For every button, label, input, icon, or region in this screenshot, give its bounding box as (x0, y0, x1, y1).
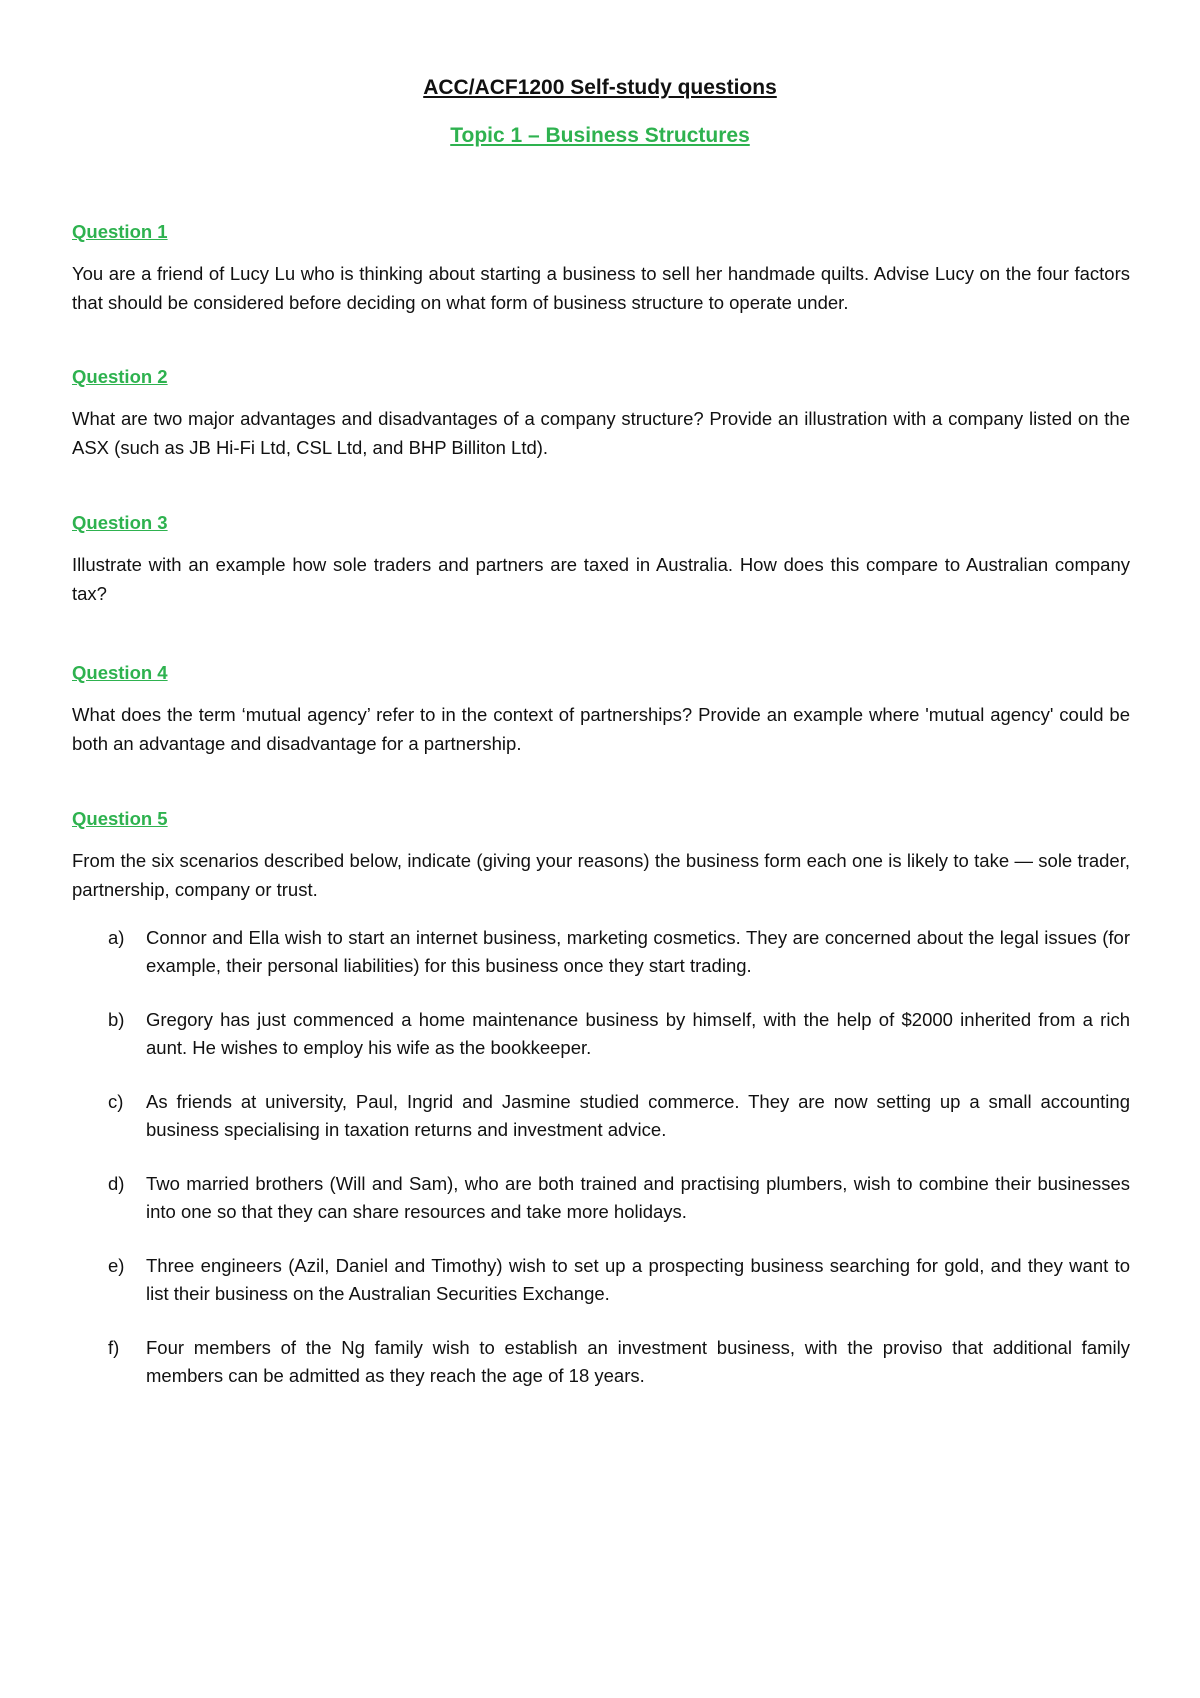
question-heading: Question 4 (72, 662, 168, 683)
question-2 (72, 365, 1130, 462)
question-text: You are a friend of Lucy Lu who is thinking about starting a business to sell her handmade quilts. Advise Lucy on the four factors that should be considered before deciding on what form of business structure to operate under. (72, 263, 1130, 313)
question-heading: Question 3 (72, 512, 168, 533)
question-text: Illustrate with an example how sole traders and partners are taxed in Australia. How does this compare to Australian company tax? (72, 554, 1130, 604)
question-text: What does the term ‘mutual agency’ refer to in the context of partnerships? Provide an example where 'mutual agency' could be both an advantage and disadvantage for a partnership. (72, 704, 1130, 754)
scenario-item (72, 1170, 1130, 1226)
scenario-text: Two married brothers (Will and Sam), who are both trained and practising plumbers, wish to combine their businesses into one so that they can share resources and take more holidays. (146, 1173, 1130, 1222)
question-heading: Question 1 (72, 221, 168, 242)
scenario-letter: a) (108, 927, 125, 948)
question-4 (72, 661, 1130, 758)
scenario-text: Connor and Ella wish to start an internet business, marketing cosmetics. They are concerned about the legal issues (for example, their personal liabilities) for this business once they start trading. (146, 927, 1130, 976)
scenario-item (72, 1088, 1130, 1144)
scenario-letter: e) (108, 1255, 125, 1276)
document-title: ACC/ACF1200 Self-study questions (423, 76, 777, 99)
scenario-text: Four members of the Ng family wish to establish an investment business, with the proviso that additional family members can be admitted as they reach the age of 18 years. (146, 1337, 1130, 1386)
question-text: From the six scenarios described below, indicate (giving your reasons) the business form each one is likely to take — sole trader, partnership, company or trust. (72, 850, 1130, 900)
scenario-letter: d) (108, 1173, 125, 1194)
scenario-text: As friends at university, Paul, Ingrid and Jasmine studied commerce. They are now setting up a small accounting business specialising in taxation returns and investment advice. (146, 1091, 1130, 1140)
scenario-list (72, 924, 1130, 1390)
question-text: What are two major advantages and disadvantages of a company structure? Provide an illustration with a company listed on the ASX (such as JB Hi-Fi Ltd, CSL Ltd, and BHP Billiton Ltd). (72, 408, 1130, 458)
scenario-text: Gregory has just commenced a home maintenance business by himself, with the help of $2000 inherited from a rich aunt. He wishes to employ his wife as the bookkeeper. (146, 1009, 1130, 1058)
scenario-item (72, 924, 1130, 980)
scenario-letter: c) (108, 1091, 124, 1112)
scenario-item (72, 1006, 1130, 1062)
scenario-item (72, 1252, 1130, 1308)
question-1 (72, 220, 1130, 317)
scenario-text: Three engineers (Azil, Daniel and Timothy) wish to set up a prospecting business searching for gold, and they want to list their business on the Australian Securities Exchange. (146, 1255, 1130, 1304)
question-3 (72, 511, 1130, 608)
scenario-item (72, 1334, 1130, 1390)
scenario-letter: f) (108, 1337, 120, 1358)
question-heading: Question 2 (72, 366, 168, 387)
question-5 (72, 807, 1130, 1416)
topic-title: Topic 1 – Business Structures (450, 124, 750, 147)
question-heading: Question 5 (72, 808, 168, 829)
scenario-letter: b) (108, 1009, 125, 1030)
